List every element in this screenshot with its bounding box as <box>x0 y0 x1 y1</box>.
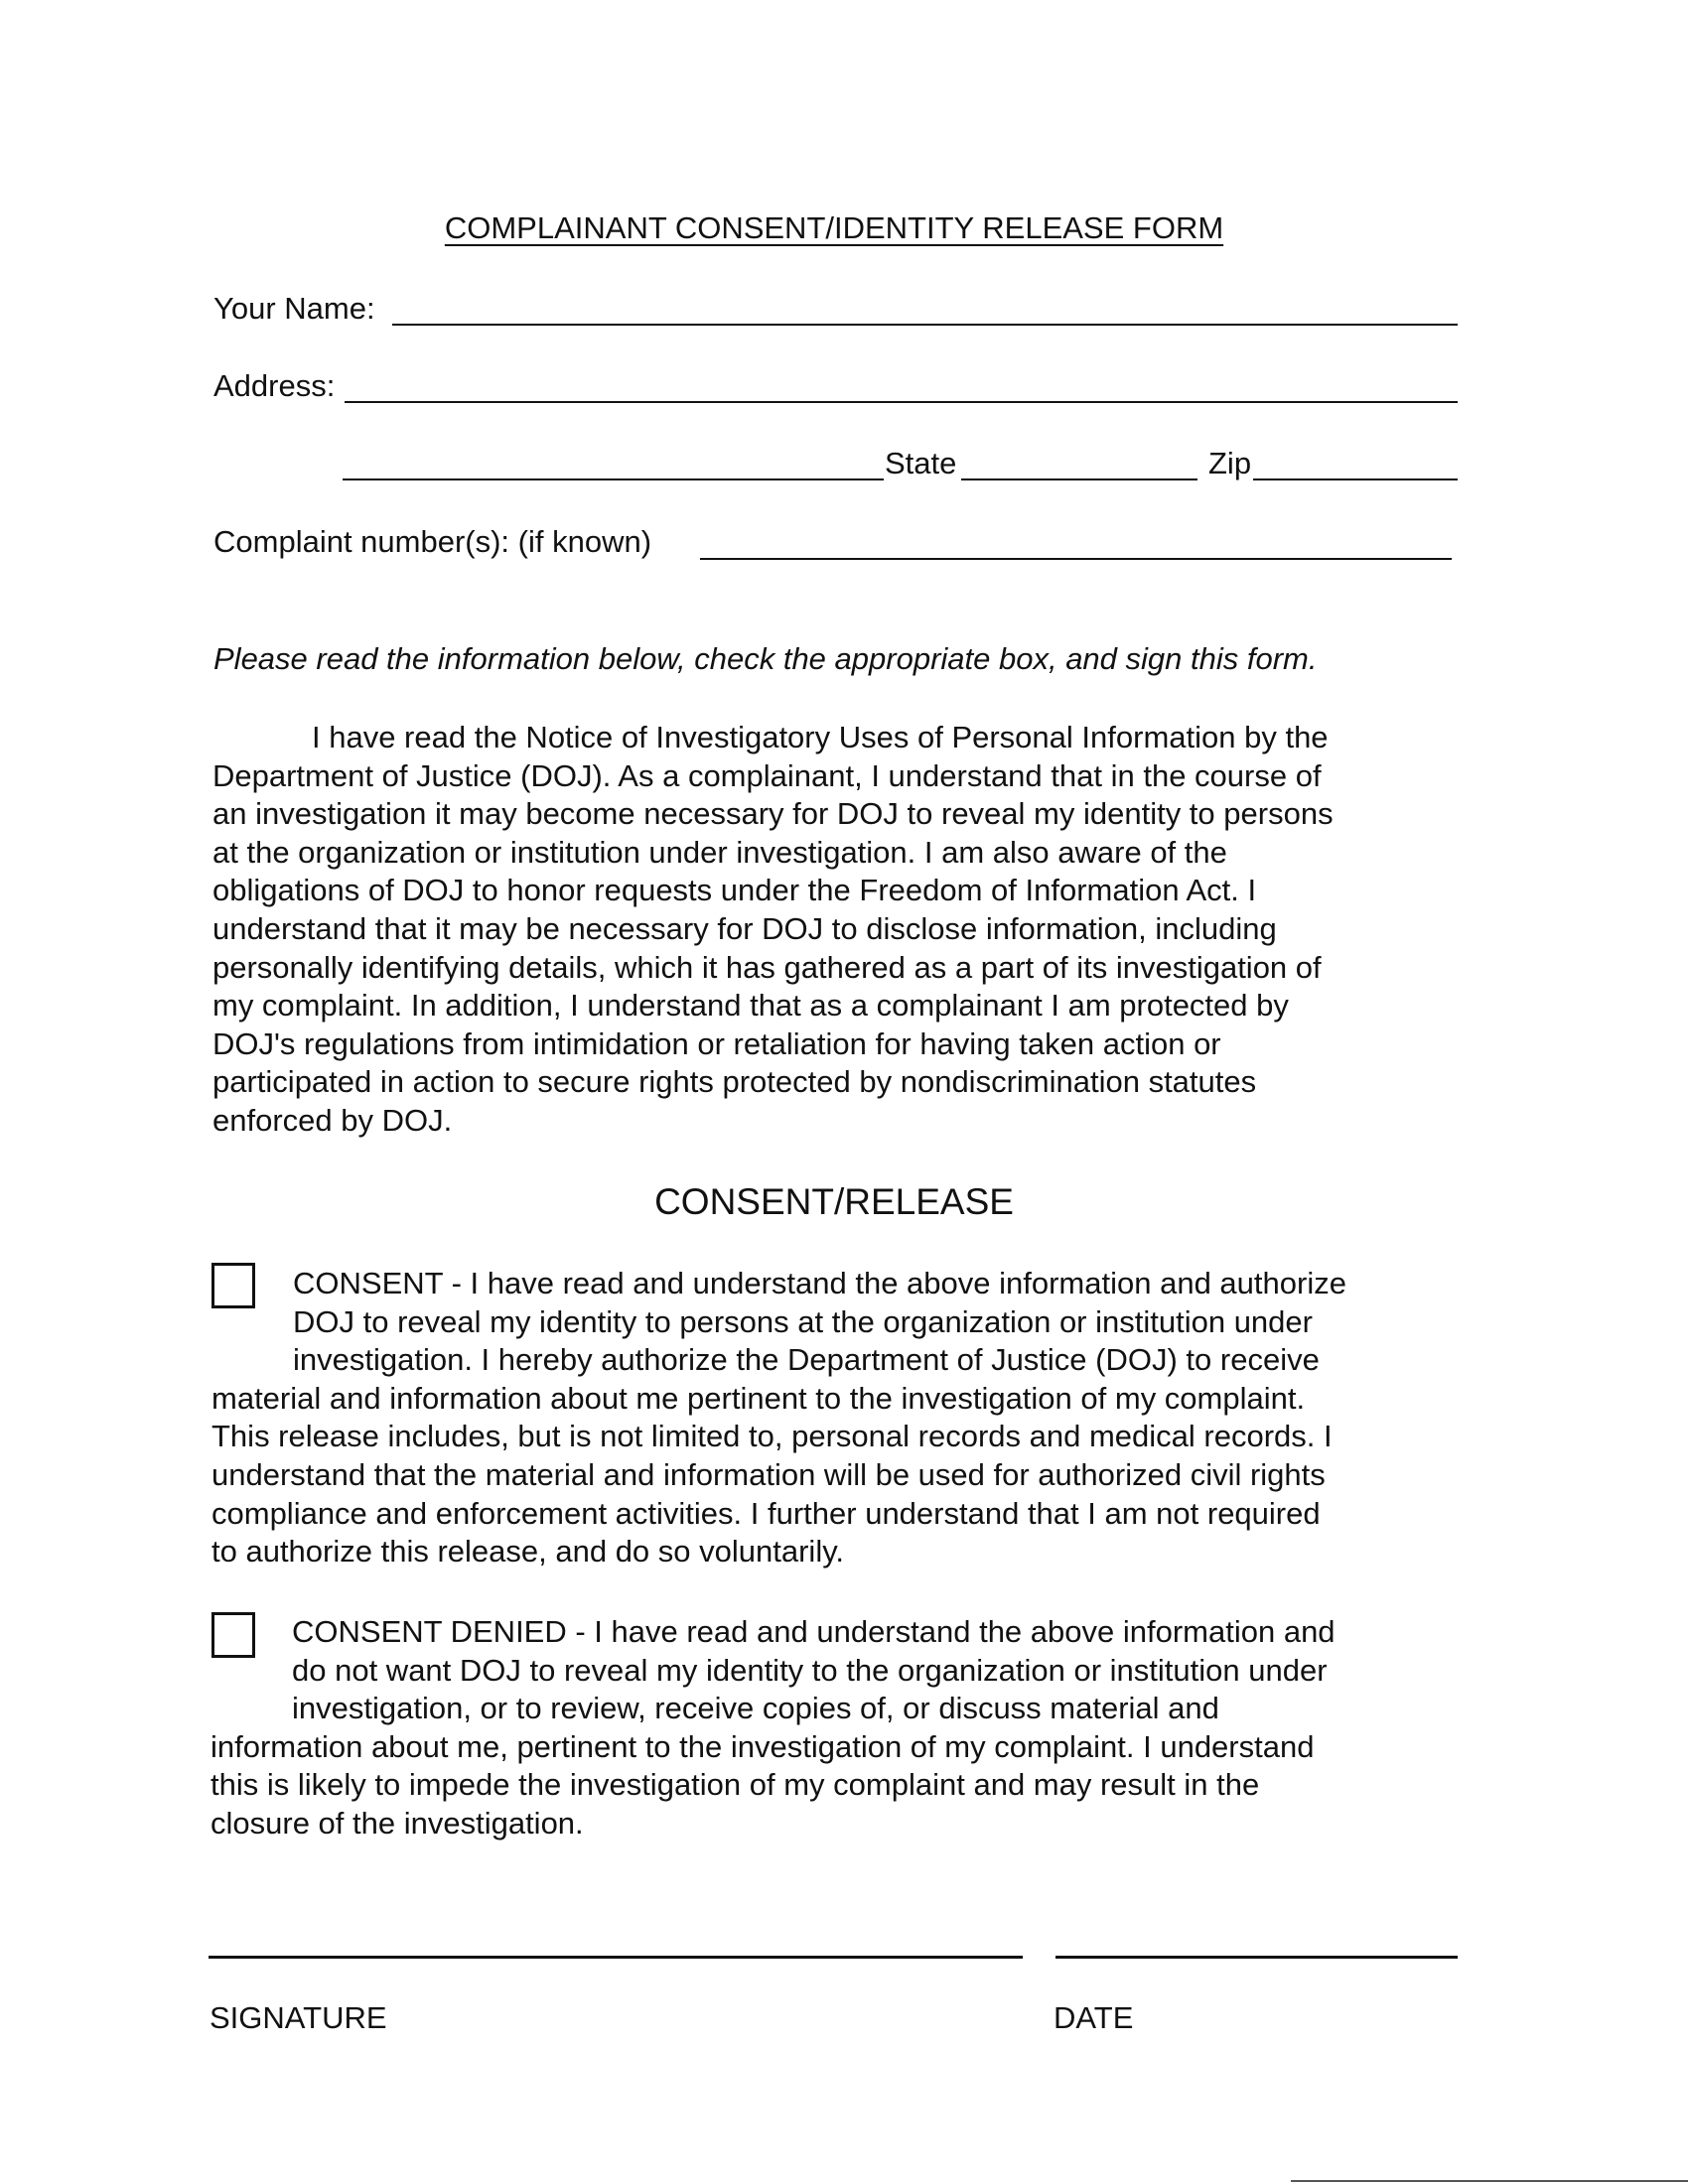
consent-denied-line: investigation, or to review, receive copies of, or discuss material and <box>292 1691 1219 1726</box>
notice-line: an investigation it may become necessary for DOJ to reveal my identity to persons <box>212 796 1334 832</box>
form-title: COMPLAINANT CONSENT/IDENTITY RELEASE FORM <box>444 210 1224 245</box>
consent-line: This release includes, but is not limited to, personal records and medical records. I <box>211 1419 1333 1454</box>
notice-line: personally identifying details, which it has gathered as a part of its investigation of <box>212 949 1322 985</box>
notice-line: enforced by DOJ. <box>212 1102 453 1138</box>
signature-field[interactable] <box>209 1956 1023 1959</box>
notice-paragraph <box>212 719 1464 1141</box>
date-field[interactable] <box>1055 1956 1458 1959</box>
notice-line: DOJ's regulations from intimidation or retaliation for having taken action or <box>212 1025 1221 1061</box>
consent-denied-line: closure of the investigation. <box>211 1805 584 1841</box>
zip-label: Zip <box>1208 446 1252 480</box>
consent-denied-line: CONSENT DENIED - I have read and understand the above information and <box>292 1614 1336 1649</box>
complaint-number-field[interactable] <box>700 558 1452 560</box>
consent-line: compliance and enforcement activities. I further understand that I am not required <box>211 1495 1321 1531</box>
notice-line: Department of Justice (DOJ). As a complainant, I understand that in the course of <box>212 757 1322 793</box>
date-label: DATE <box>1054 2000 1134 2035</box>
notice-line: I have read the Notice of Investigatory Uses of Personal Information by the <box>312 720 1329 754</box>
consent-denied-text <box>211 1613 1462 1843</box>
name-label: Your Name: <box>213 291 375 326</box>
consent-denied-line: information about me, pertinent to the investigation of my complaint. I understand <box>211 1728 1315 1764</box>
signature-label: SIGNATURE <box>210 2000 387 2035</box>
consent-release-heading: CONSENT/RELEASE <box>654 1181 1014 1222</box>
city-field[interactable] <box>343 478 884 480</box>
scan-edge-mark <box>1291 2180 1688 2182</box>
notice-line: obligations of DOJ to honor requests under the Freedom of Information Act. I <box>212 873 1257 908</box>
consent-line: material and information about me pertinent to the investigation of my complaint. <box>211 1380 1306 1416</box>
consent-line: DOJ to reveal my identity to persons at the organization or institution under <box>293 1303 1313 1339</box>
notice-line: participated in action to secure rights protected by nondiscrimination statutes <box>212 1064 1257 1100</box>
consent-line: CONSENT - I have read and understand the above information and authorize <box>293 1266 1346 1300</box>
consent-text <box>211 1265 1463 1571</box>
notice-line: my complaint. In addition, I understand that as a complainant I am protected by <box>212 988 1289 1024</box>
zip-field[interactable] <box>1253 478 1458 480</box>
name-field[interactable] <box>392 324 1458 326</box>
instructions: Please read the information below, check the appropriate box, and sign this form. <box>213 641 1318 676</box>
consent-line: investigation. I hereby authorize the Department of Justice (DOJ) to receive <box>293 1342 1320 1378</box>
consent-line: to authorize this release, and do so voluntarily. <box>211 1534 845 1570</box>
notice-line: at the organization or institution under investigation. I am also aware of the <box>212 834 1227 870</box>
complaint-number-label: Complaint number(s): (if known) <box>213 524 652 559</box>
consent-denied-line: do not want DOJ to reveal my identity to the organization or institution under <box>292 1652 1328 1688</box>
notice-line: understand that it may be necessary for DOJ to disclose information, including <box>212 910 1277 946</box>
address-field[interactable] <box>345 401 1458 403</box>
state-label: State <box>885 446 957 480</box>
state-field[interactable] <box>961 478 1197 480</box>
consent-line: understand that the material and information will be used for authorized civil rights <box>211 1456 1326 1492</box>
address-label: Address: <box>213 368 336 403</box>
consent-denied-line: this is likely to impede the investigation of my complaint and may result in the <box>211 1767 1260 1803</box>
